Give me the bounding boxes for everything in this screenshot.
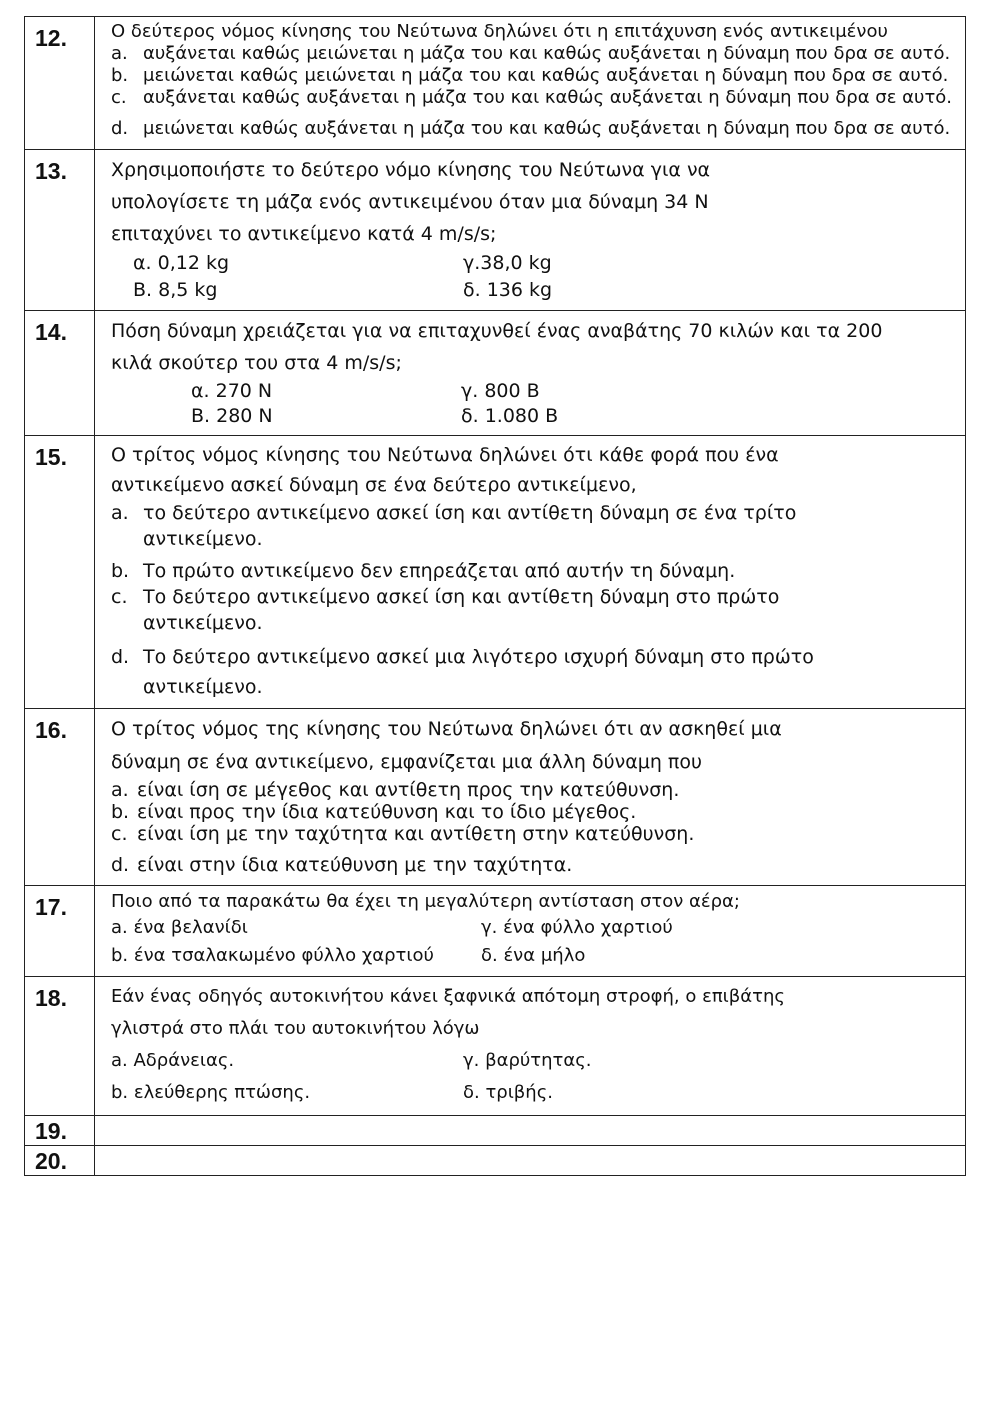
answer-option (111, 584, 875, 636)
answer-option: δ. 1.080 Β (461, 405, 559, 427)
answer-option: γ. ένα φύλλο χαρτιού (481, 917, 673, 938)
option-letter: d. (111, 646, 130, 668)
question-number: 13. (25, 150, 95, 310)
question-row (25, 311, 965, 436)
option-letter: c. (111, 823, 128, 845)
answer-option: Β. 8,5 kg (133, 279, 218, 301)
answer-option (111, 558, 875, 584)
question-row (25, 150, 965, 311)
question-row (25, 709, 965, 886)
option-text: μειώνεται καθώς μειώνεται η μάζα του και καθώς αυξάνεται η δύναμη που δρα σε αυτό. (143, 65, 949, 86)
option-letter: d. (111, 118, 129, 139)
answer-options (111, 1045, 835, 1109)
question-row (25, 886, 965, 977)
question-number: 16. (25, 709, 95, 885)
option-text: είναι προς την ίδια κατεύθυνση και το ίδιο μέγεθος. (137, 801, 637, 823)
question-body (95, 886, 965, 976)
option-letter: a. (111, 502, 129, 524)
answer-option (111, 87, 957, 109)
option-letter: c. (111, 87, 127, 108)
answer-option: b. ένα τσαλακωμένο φύλλο χαρτιού (111, 945, 434, 966)
question-body (95, 150, 965, 310)
question-number: 19. (25, 1116, 95, 1145)
answer-option (111, 65, 957, 87)
question-row (25, 17, 965, 150)
answer-option: Β. 280 N (191, 405, 273, 427)
answer-option: δ. ένα μήλο (481, 945, 586, 966)
answer-option: a. Αδράνειας. (111, 1050, 235, 1071)
option-letter: a. (111, 779, 129, 801)
question-body (95, 977, 965, 1115)
question-row (25, 977, 965, 1116)
option-text: μειώνεται καθώς αυξάνεται η μάζα του και καθώς αυξάνεται η δύναμη που δρα σε αυτό. (143, 118, 951, 139)
option-letter: d. (111, 854, 130, 876)
answer-option (111, 642, 875, 702)
question-number: 18. (25, 977, 95, 1115)
option-text: είναι ίση με την ταχύτητα και αντίθετη στην κατεύθυνση. (137, 823, 695, 845)
answer-option (111, 115, 957, 143)
answer-option: a. ένα βελανίδι (111, 917, 248, 938)
question-stem: Ο δεύτερος νόμος κίνησης του Νεύτωνα δηλώνει ότι η επιτάχυνση ενός αντικειμένου (111, 21, 888, 42)
question-body (95, 709, 965, 885)
answer-option (111, 779, 845, 801)
option-letter: c. (111, 586, 128, 608)
answer-option (111, 43, 957, 65)
answer-option (111, 823, 845, 845)
question-table (24, 16, 966, 1176)
answer-options (111, 250, 765, 304)
option-letter: a. (111, 43, 128, 64)
answer-option (111, 851, 845, 879)
option-text: αυξάνεται καθώς μειώνεται η μάζα του και καθώς αυξάνεται η δύναμη που δρα σε αυτό. (143, 43, 951, 64)
question-stem: Ποιο από τα παρακάτω θα έχει τη μεγαλύτερη αντίσταση στον αέρα; (111, 891, 740, 912)
question-row (25, 1116, 965, 1146)
answer-option (111, 500, 875, 552)
option-text: Το δεύτερο αντικείμενο ασκεί μια λιγότερο ισχυρή δύναμη στο πρώτο αντικείμενο. (143, 646, 814, 698)
question-stem: Πόση δύναμη χρειάζεται για να επιταχυνθεί ένας αναβάτης 70 κιλών και τα 200 κιλά σκούτερ του στα 4 m/s/s; (111, 320, 883, 374)
answer-option (111, 801, 845, 823)
question-row (25, 1146, 965, 1176)
option-text: Το δεύτερο αντικείμενο ασκεί ίση και αντίθετη δύναμη στο πρώτο αντικείμενο. (143, 586, 780, 634)
question-number: 14. (25, 311, 95, 435)
question-body (95, 1116, 965, 1144)
question-body (95, 17, 965, 149)
question-number: 20. (25, 1146, 95, 1175)
answer-option: δ. τριβής. (463, 1082, 553, 1103)
answer-option: γ. 800 Β (461, 380, 540, 402)
answer-option: b. ελεύθερης πτώσης. (111, 1082, 311, 1103)
question-number: 15. (25, 436, 95, 708)
question-row (25, 436, 965, 709)
question-number: 17. (25, 886, 95, 976)
option-text: αυξάνεται καθώς αυξάνεται η μάζα του και καθώς αυξάνεται η δύναμη που δρα σε αυτό. (143, 87, 953, 108)
answer-options (111, 914, 957, 970)
answer-option: δ. 136 kg (463, 279, 553, 301)
question-stem: Εάν ένας οδηγός αυτοκινήτου κάνει ξαφνικά απότομη στροφή, ο επιβάτης γλιστρά στο πλάι του αυτοκινήτου λόγω (111, 986, 785, 1039)
answer-option: γ.38,0 kg (463, 252, 552, 274)
option-text: το δεύτερο αντικείμενο ασκεί ίση και αντίθετη δύναμη σε ένα τρίτο αντικείμενο. (143, 502, 797, 550)
option-text: είναι στην ίδια κατεύθυνση με την ταχύτητα. (137, 854, 573, 876)
question-number: 12. (25, 17, 95, 149)
option-text: Το πρώτο αντικείμενο δεν επηρεάζεται από αυτήν τη δύναμη. (143, 560, 736, 582)
answer-option: α. 0,12 kg (133, 252, 230, 274)
question-stem: Ο τρίτος νόμος της κίνησης του Νεύτωνα δηλώνει ότι αν ασκηθεί μια δύναμη σε ένα αντικείμενο, εμφανίζεται μια άλλη δύναμη που (111, 718, 782, 773)
option-letter: b. (111, 560, 130, 582)
answer-option: α. 270 N (191, 380, 273, 402)
answer-options (111, 379, 885, 429)
question-stem: Ο τρίτος νόμος κίνησης του Νεύτωνα δηλώνει ότι κάθε φορά που ένα αντικείμενο ασκεί δύναμη σε ένα δεύτερο αντικείμενο, (111, 444, 779, 496)
option-letter: b. (111, 801, 130, 823)
answer-option: γ. βαρύτητας. (463, 1050, 592, 1071)
question-stem: Χρησιμοποιήστε το δεύτερο νόμο κίνησης του Νεύτωνα για να υπολογίσετε τη μάζα ενός αντικειμένου όταν μια δύναμη 34 N επιταχύνει το αντικείμενο κατά 4 m/s/s; (111, 159, 711, 245)
question-body (95, 311, 965, 435)
option-letter: b. (111, 65, 129, 86)
option-text: είναι ίση σε μέγεθος και αντίθετη προς την κατεύθυνση. (137, 779, 680, 801)
question-body (95, 436, 965, 708)
question-body (95, 1146, 965, 1174)
